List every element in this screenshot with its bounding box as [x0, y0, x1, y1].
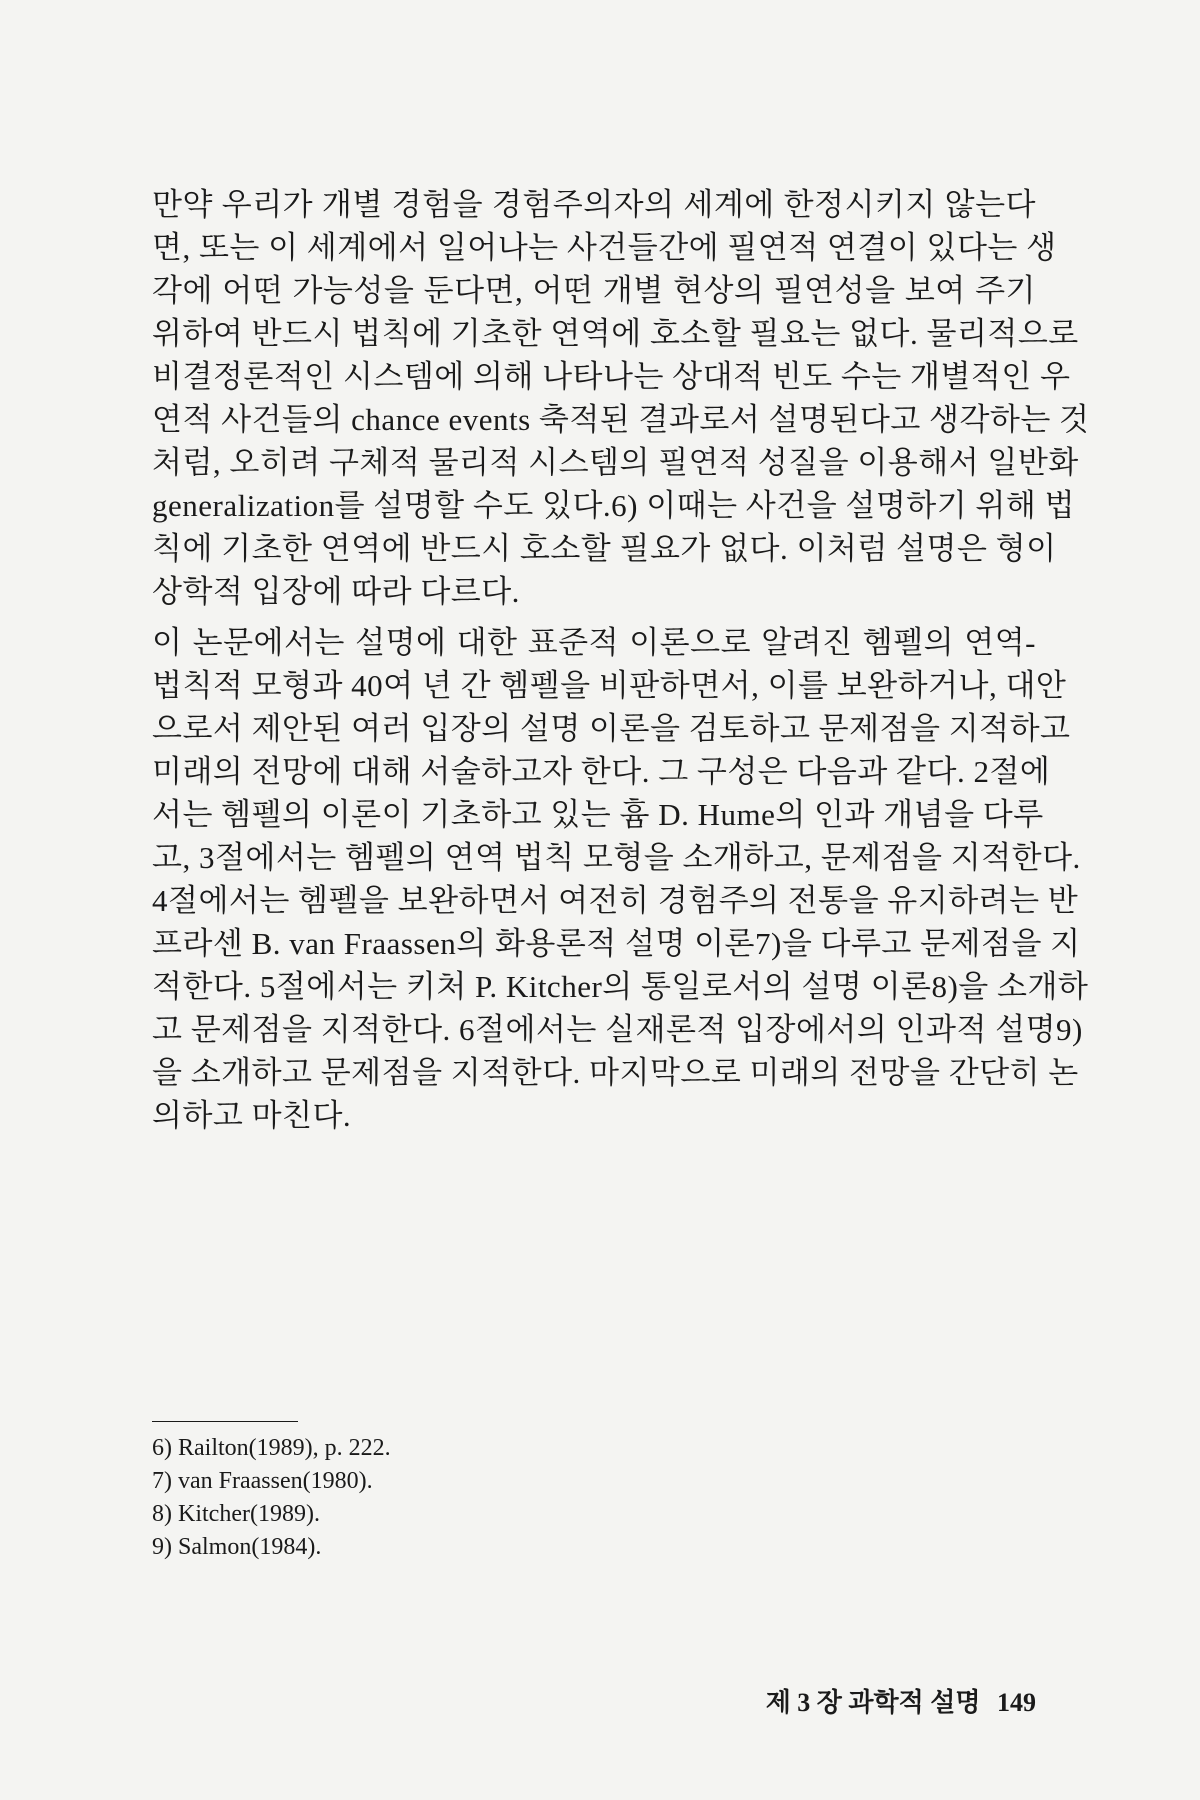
text-line: 연적 사건들의 chance events 축적된 결과로서 설명된다고 생각하는 것: [152, 402, 1090, 437]
text-line: 미래의 전망에 대해 서술하고자 한다. 그 구성은 다음과 같다. 2절에: [152, 754, 1051, 789]
chapter-title: 제 3 장 과학적 설명: [765, 1688, 981, 1717]
running-footer: [756, 1682, 1036, 1719]
text-line: 4절에서는 헴펠을 보완하면서 여전히 경험주의 전통을 유지하려는 반: [152, 883, 1079, 918]
text-line: 프라센 B. van Fraassen의 화용론적 설명 이론7)을 다루고 문제점을 지: [152, 926, 1081, 961]
footnote: 9) Salmon(1984).: [152, 1534, 322, 1560]
footnote: 7) van Fraassen(1980).: [152, 1468, 373, 1494]
text-line: 서는 헴펠의 이론이 기초하고 있는 흄 D. Hume의 인과 개념을 다루: [152, 797, 1044, 832]
text-line: 법칙적 모형과 40여 년 간 헴펠을 비판하면서, 이를 보완하거나, 대안: [152, 668, 1067, 703]
body-text: [152, 183, 1090, 1137]
text-line: 을 소개하고 문제점을 지적한다. 마지막으로 미래의 전망을 간단히 논: [152, 1055, 1079, 1090]
footnote: 8) Kitcher(1989).: [152, 1501, 320, 1527]
text-line: 으로서 제안된 여러 입장의 설명 이론을 검토하고 문제점을 지적하고: [152, 711, 1071, 746]
text-line: generalization를 설명할 수도 있다.6) 이때는 사건을 설명하기 위해 법: [152, 488, 1076, 523]
text-line: 면, 또는 이 세계에서 일어나는 사건들간에 필연적 연결이 있다는 생: [152, 230, 1057, 265]
text-line: 고, 3절에서는 헴펠의 연역 법칙 모형을 소개하고, 문제점을 지적한다.: [152, 840, 1081, 875]
text-line: 칙에 기초한 연역에 반드시 호소할 필요가 없다. 이처럼 설명은 형이: [152, 531, 1057, 566]
text-line: 처럼, 오히려 구체적 물리적 시스템의 필연적 성질을 이용해서 일반화: [152, 445, 1079, 480]
page-number: 149: [997, 1688, 1036, 1717]
text-line: 고 문제점을 지적한다. 6절에서는 실재론적 입장에서의 인과적 설명9): [152, 1012, 1083, 1047]
text-line: 이 논문에서는 설명에 대한 표준적 이론으로 알려진 헴펠의 연역-: [152, 625, 1036, 660]
text-line: 적한다. 5절에서는 키처 P. Kitcher의 통일로서의 설명 이론8)을 소개하: [152, 969, 1089, 1004]
text-line: 의하고 마친다.: [152, 1098, 352, 1133]
text-line: 만약 우리가 개별 경험을 경험주의자의 세계에 한정시키지 않는다: [152, 187, 1036, 222]
footnote: 6) Railton(1989), p. 222.: [152, 1435, 391, 1461]
text-line: 상학적 입장에 따라 다르다.: [152, 574, 520, 609]
footnote-divider: [152, 1421, 298, 1422]
text-line: 각에 어떤 가능성을 둔다면, 어떤 개별 현상의 필연성을 보여 주기: [152, 273, 1036, 308]
text-line: 위하여 반드시 법칙에 기초한 연역에 호소할 필요는 없다. 물리적으로: [152, 316, 1079, 351]
text-line: 비결정론적인 시스템에 의해 나타나는 상대적 빈도 수는 개별적인 우: [152, 359, 1071, 394]
footnotes: [152, 1432, 752, 1564]
